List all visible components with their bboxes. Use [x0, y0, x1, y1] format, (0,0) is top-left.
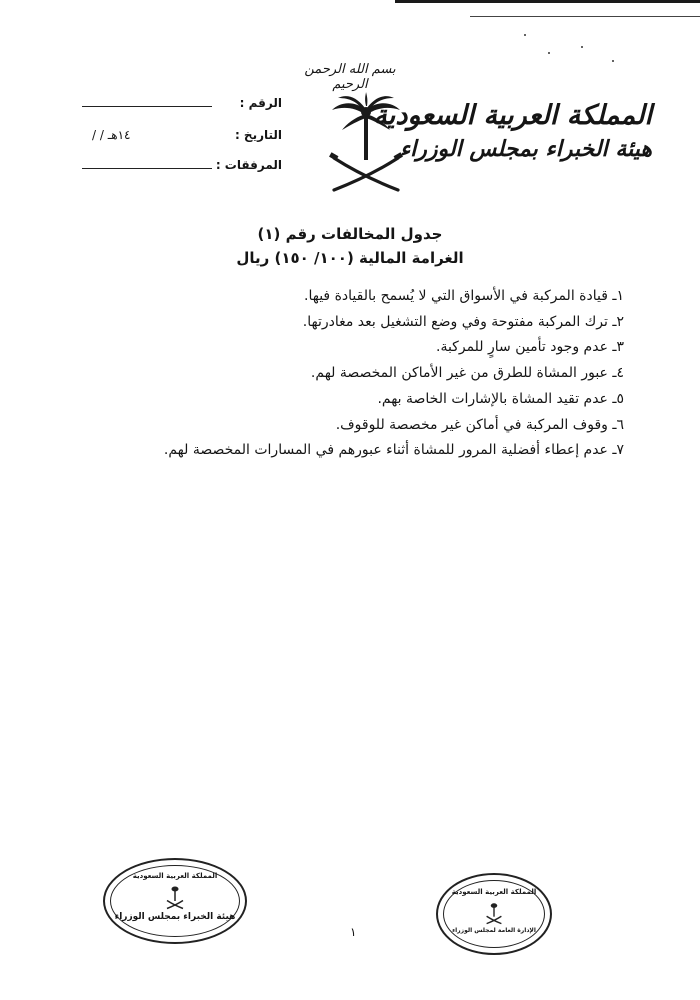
seal-right-bottom-text: الإدارة العامة لمجلس الوزراء — [452, 927, 536, 934]
meta-date-label: التاريخ : — [234, 128, 282, 142]
violation-item: ٢ـ ترك المركبة مفتوحة وفي وضع التشغيل بعد مغادرتها. — [302, 313, 624, 330]
violation-item: ٥ـ عدم تقيد المشاة بالإشارات الخاصة بهم. — [377, 390, 624, 407]
seal-emblem-icon — [163, 884, 187, 910]
violation-item: ٧ـ عدم إعطاء أفضلية المرور للمشاة أثناء عبورهم في المسارات المخصصة لهم. — [163, 442, 624, 459]
top-border-line-secondary — [470, 16, 700, 17]
brand-line-authority: هيئة الخبراء بمجلس الوزراء — [399, 136, 652, 162]
brand-line-kingdom: المملكة العربية السعودية — [373, 100, 652, 131]
meta-attachments-label: المرفقات : — [215, 158, 282, 172]
meta-date-row — [82, 128, 282, 148]
page-number: ١ — [350, 925, 357, 939]
meta-ref-label: الرقم : — [239, 96, 282, 110]
official-seal-left — [103, 858, 247, 944]
violation-item: ٣ـ عدم وجود تأمين سارٍ للمركبة. — [436, 339, 624, 356]
violations-list — [104, 284, 624, 464]
official-seal-right — [436, 873, 552, 955]
seal-emblem-icon — [483, 901, 505, 925]
document-heading — [0, 222, 700, 270]
seal-left-top-text: المملكة العربية السعودية — [132, 872, 218, 880]
violation-item: ٦ـ وقوف المركبة في أماكن غير مخصصة للوقوف. — [335, 416, 624, 433]
document-title: جدول المخالفات رقم (١) — [257, 225, 443, 243]
violation-item: ٤ـ عبور المشاة للطرق من غير الأماكن المخصصة لهم. — [310, 365, 624, 382]
seal-left-bottom-text: هيئة الخبراء بمجلس الوزراء — [114, 912, 236, 922]
top-border-line — [395, 0, 700, 3]
meta-attachments-row — [82, 158, 282, 178]
basmala: بسم الله الرحمن الرحيم — [304, 62, 396, 92]
meta-attachments-line — [82, 168, 212, 169]
meta-date-template: / / ١٤هـ — [92, 128, 131, 142]
meta-ref-line — [82, 106, 212, 107]
issuer-brand — [373, 100, 652, 164]
seal-right-top-text: المملكة العربية السعودية — [451, 888, 537, 896]
meta-ref-row — [82, 96, 282, 116]
violation-item: ١ـ قيادة المركبة في الأسواق التي لا يُسمح بالقيادة فيها. — [304, 288, 624, 304]
fine-amount: الغرامة المالية (١٠٠/ ١٥٠) ريال — [236, 249, 464, 267]
